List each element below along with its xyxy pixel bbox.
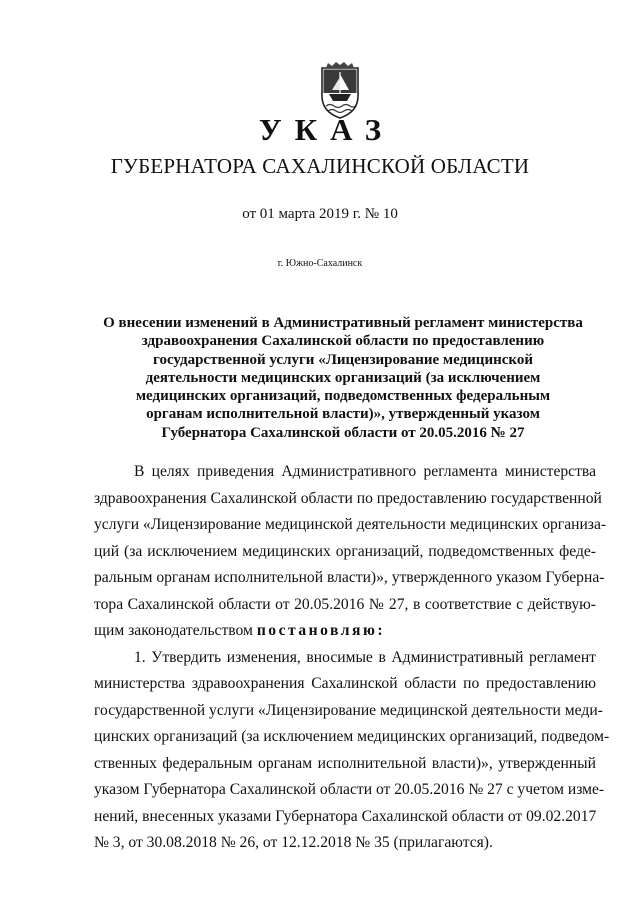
body-line: 1. Утвердить изменения, вносимые в Административный регламент: [134, 648, 596, 666]
decree-body: [94, 459, 610, 857]
body-line: услуги «Лицензирование медицинской деятельности медицинских организа-: [94, 516, 607, 533]
body-line: В целях приведения Административного регламента министерства: [134, 463, 596, 480]
heading-line: деятельности медицинских организаций (за исключением: [145, 369, 541, 386]
heading-line: О внесении изменений в Административный регламент министерства: [103, 315, 583, 331]
date-line: от 01 марта 2019 г. № 10: [242, 206, 398, 222]
body-line: [94, 618, 596, 645]
body-line: цинских организаций (за исключением медицинских организаций, подведом-: [94, 728, 610, 745]
body-line: ций (за исключением медицинских организаций, подведомственных феде-: [94, 542, 596, 560]
decree-heading: [95, 314, 591, 442]
heading-line: органам исполнительной власти)», утвержденный указом: [146, 406, 540, 423]
document-subtitle: ГУБЕРНАТОРА САХАЛИНСКОЙ ОБЛАСТИ: [110, 154, 530, 178]
body-line: ственных федеральным органам исполнительной власти)», утвержденный: [94, 754, 596, 772]
heading-line: здравоохранения Сахалинской области по предоставлению: [141, 333, 545, 350]
body-line: указом Губернатора Сахалинской области от 20.05.2016 № 27 с учетом изме-: [94, 781, 605, 798]
body-line: государственной услуги «Лицензирование медицинской деятельности меди-: [94, 701, 603, 719]
city-line: г. Южно-Сахалинск: [277, 258, 363, 269]
body-line: тора Сахалинской области от 20.05.2016 № 27, в соответствие с действую-: [94, 595, 596, 613]
heading-line: государственной услуги «Лицензирование медицинской: [153, 351, 533, 368]
body-line: нений, внесенных указами Губернатора Сахалинской области от 09.02.2017: [94, 807, 597, 825]
heading-line: медицинских организаций, подведомственных федеральным: [135, 388, 551, 405]
coat-of-arms-icon: [318, 60, 362, 120]
document-title: УКАЗ: [258, 112, 395, 147]
body-line: ральным органам исполнительной власти)», утвержденного указом Губерна-: [94, 569, 605, 586]
resolution-word: постановляю:: [256, 622, 386, 639]
body-line: № 3, от 30.08.2018 № 26, от 12.12.2018 № 35 (прилагаются).: [94, 834, 493, 851]
heading-line: Губернатора Сахалинской области от 20.05.2016 № 27: [161, 424, 525, 441]
body-line: министерства здравоохранения Сахалинской области по предоставлению: [94, 675, 596, 692]
body-text: щим законодательством: [94, 622, 257, 639]
body-line: здравоохранения Сахалинской области по предоставлению государственной: [94, 489, 602, 507]
